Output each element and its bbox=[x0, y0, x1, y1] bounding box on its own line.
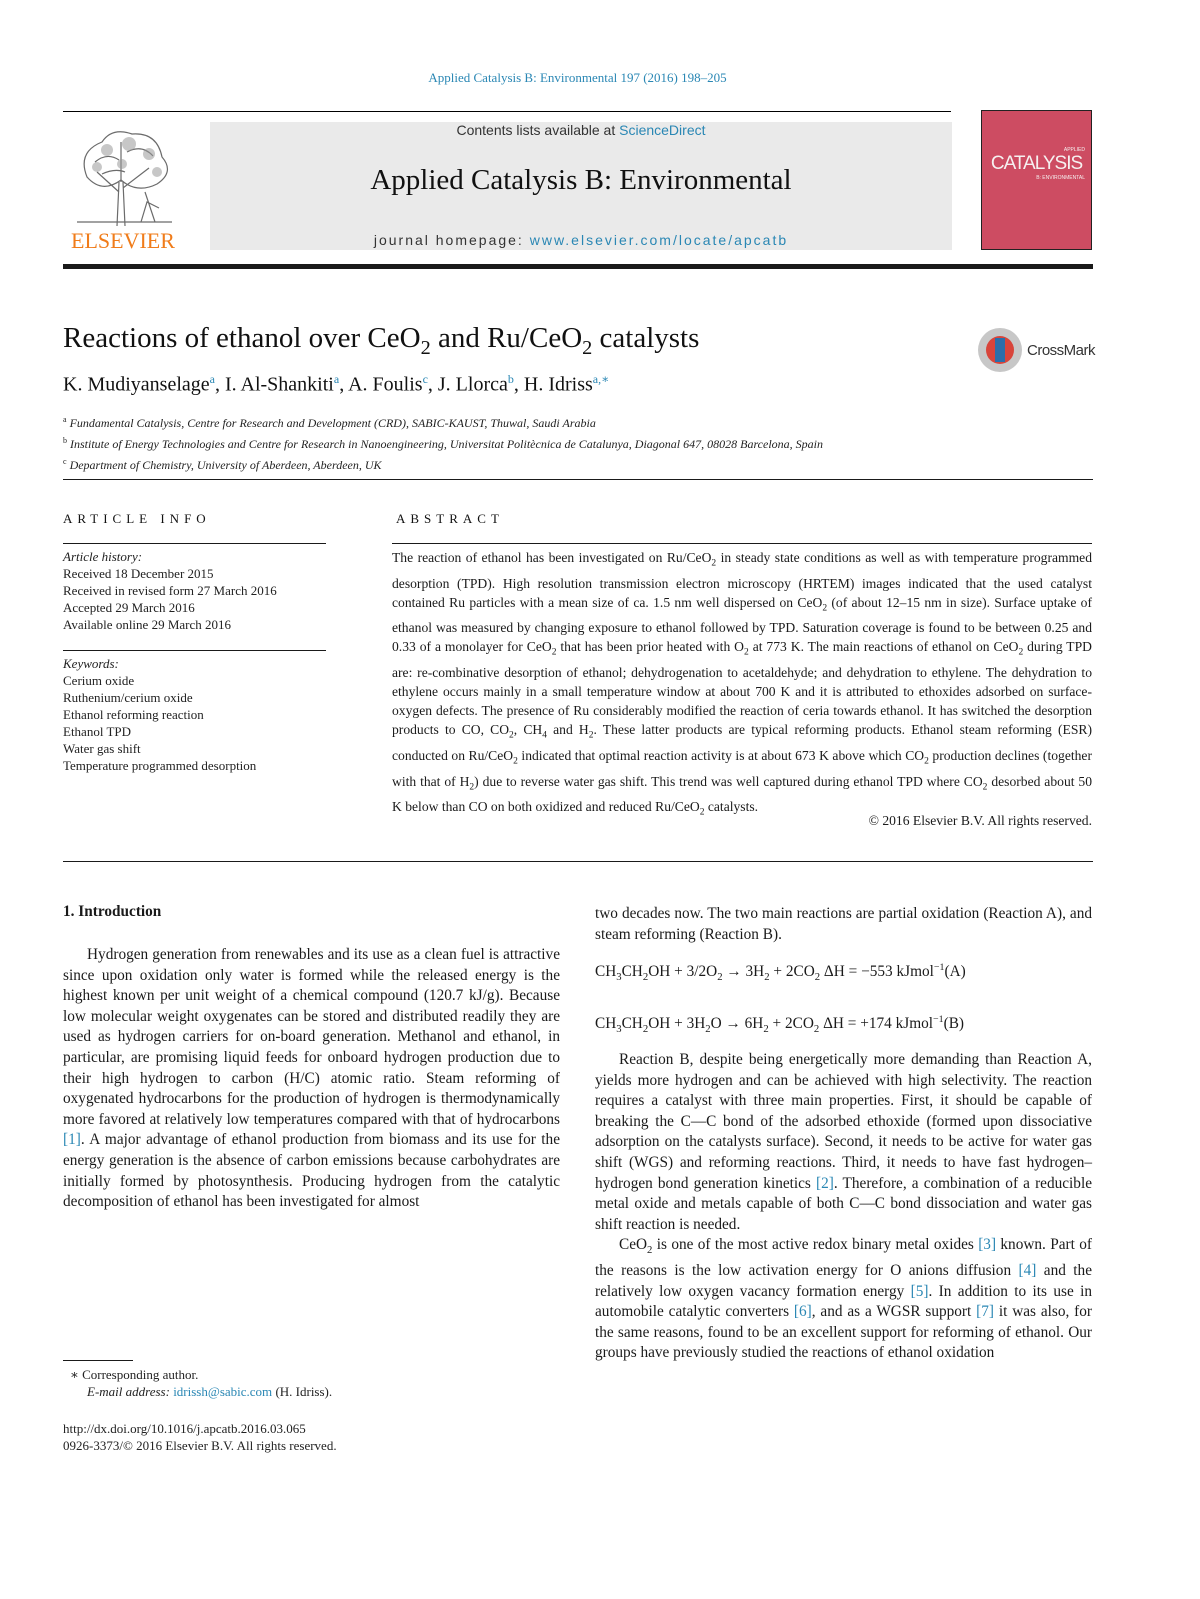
issn-line: 0926-3373/© 2016 Elsevier B.V. All rights reserved. bbox=[63, 1438, 337, 1453]
author-name: K. Mudiyanselage bbox=[63, 373, 210, 396]
author-affil-link[interactable]: c bbox=[422, 372, 428, 386]
crossmark-label: CrossMark bbox=[1027, 342, 1096, 359]
author-name: A. Foulis bbox=[348, 373, 423, 396]
author-affil-link[interactable]: a bbox=[209, 372, 215, 386]
abstract-copyright: © 2016 Elsevier B.V. All rights reserved. bbox=[868, 813, 1092, 828]
affiliation-a: $^a$ Fundamental Catalysis, Centre for Research and Development (CRD), SABIC-KAUST, Thuwal, Saudi Arabia bbox=[63, 415, 596, 430]
affiliations bbox=[63, 411, 823, 474]
affiliation-c: $^c$ Department of Chemistry, University of Aberdeen, Aberdeen, UK bbox=[63, 457, 382, 472]
keyword: Temperature programmed desorption bbox=[63, 758, 257, 773]
intro-paragraph-1-cont: two decades now. The two main reactions are partial oxidation (Reaction A), and steam reforming (Reaction B). bbox=[595, 905, 1092, 943]
header-thick-rule bbox=[63, 264, 1093, 269]
title-part: catalysts bbox=[592, 322, 700, 354]
history-item: Received 18 December 2015 bbox=[63, 566, 214, 581]
author-affil-link[interactable]: a bbox=[333, 372, 340, 386]
citation-link[interactable]: [1] bbox=[63, 1131, 81, 1149]
cover-title: CATALYSIS bbox=[990, 153, 1083, 174]
history-item: Accepted 29 March 2016 bbox=[63, 600, 195, 615]
header-rule bbox=[63, 111, 951, 112]
author-affil-link[interactable]: b bbox=[507, 372, 514, 386]
journal-reference[interactable]: Applied Catalysis B: Environmental 197 (2016) 198–205 bbox=[428, 70, 727, 85]
author-name: H. Idriss bbox=[523, 373, 593, 396]
footnote-rule bbox=[63, 1360, 133, 1361]
email-name: (H. Idriss). bbox=[272, 1384, 333, 1399]
history-item: Received in revised form 27 March 2016 bbox=[63, 583, 277, 598]
affiliation-b: $^b$ Institute of Energy Technologies and Centre for Research in Nanoengineering, Universitat Politècnica de Catalunya, Diagonal 647, 08028 Barcelona, Spain bbox=[63, 436, 824, 451]
cover-subtitle: B: ENVIRONMENTAL bbox=[1036, 175, 1085, 181]
email-line bbox=[87, 1383, 332, 1400]
abstract-text: The reaction of ethanol has been investigated on Ru/CeO$_2$ in steady state conditions as well as with temperature programmed desorption (TPD). High resolution transmission electron microscopy (HRTEM) images indicated that the used catalyst contained Ru particles with a mean size of ca. 1.5 nm well dispersed on CeO$_2$ (of about 12–15 nm in size). Surface uptake of ethanol was measured by changing exposure to ethanol followed by TPD. Saturation coverage is found to be between 0.25 and 0.33 of a monolayer for CeO$_2$ that has been prior heated with $O_2$ at 773 K. The main reactions of ethanol on CeO$_2$ during TPD are: re-combinative desorption of ethanol; dehydrogenation to acetaldehyde; and dehydration to ethylene. The dehydration to ethylene occurs mainly in a small temperature window at about 700 K and it is attributed to ethoxides adsorbed on surface-oxygen defects. The presence of Ru considerably modified the reaction of ceria towards ethanol. It has switched the desorption products to CO, $CO_2$, $CH_4$ and $H_2$. These latter products are typical reforming products. Ethanol steam reforming (ESR) conducted on Ru/CeO$_2$ indicated that optimal reaction activity is at about 673 K above which $CO_2$ production declines (together with that of $H_2$) due to reverse water gas shift. This trend was well captured during ethanol TPD where $CO_2$ desorbed about 50 K below than CO on both oxidized and reduced Ru/CeO$_2$ catalysts. bbox=[392, 550, 1093, 819]
elsevier-wordmark: ELSEVIER bbox=[71, 228, 175, 253]
journal-banner bbox=[210, 122, 952, 250]
equation-a: $CH_3CH_2OH + 3/2O_2 \to 3H_2 + 2CO_2$ ΔH = −553 kJmol$^{-1}$(A) bbox=[595, 962, 966, 984]
journal-cover[interactable] bbox=[981, 110, 1092, 250]
citation-link[interactable]: [5] bbox=[910, 1282, 929, 1300]
history-item: Available online 29 March 2016 bbox=[63, 617, 231, 632]
tree-logo-icon bbox=[67, 122, 179, 228]
keyword: Water gas shift bbox=[63, 741, 141, 756]
intro-paragraph-3: CeO$_2$ is one of the most active redox binary metal oxides [3] known. Part of the reasons is the low activation energy for O anions diffusion [4] and the relatively low oxygen vacancy formation energy [5]. In addition to its use in automobile catalytic converters [6], and as a WGSR support [7] it was also, for the same reasons, found to be an excellent support for reforming of ethanol. Our groups have previously studied the reactions of ethanol oxidation bbox=[595, 1236, 1092, 1362]
cover-applied: APPLIED bbox=[1063, 147, 1085, 153]
article-info-heading: ARTICLE INFO bbox=[63, 511, 211, 526]
intro-paragraphs-2-3 bbox=[595, 1050, 1092, 1364]
elsevier-logo[interactable] bbox=[63, 122, 183, 254]
corresponding-author: ∗ Corresponding author. bbox=[70, 1367, 199, 1382]
contents-prefix: Contents lists available at bbox=[456, 122, 620, 138]
title-part: and Ru/CeO bbox=[430, 322, 583, 354]
author-name: I. Al-Shankiti bbox=[224, 373, 334, 396]
abstract-bottom-rule bbox=[63, 861, 1093, 862]
abstract-heading: ABSTRACT bbox=[396, 511, 504, 526]
doi-link[interactable]: http://dx.doi.org/10.1016/j.apcatb.2016.03.065 bbox=[63, 1421, 306, 1436]
sciencedirect-link[interactable]: ScienceDirect bbox=[619, 122, 706, 138]
homepage-prefix: journal homepage: bbox=[373, 232, 530, 248]
crossmark-icon bbox=[978, 328, 1022, 372]
citation-link[interactable]: [2] bbox=[816, 1174, 834, 1192]
info-rule-mid bbox=[63, 650, 326, 651]
email-label: E-mail address: bbox=[87, 1384, 174, 1399]
contents-line bbox=[210, 122, 952, 138]
journal-title: Applied Catalysis B: Environmental bbox=[370, 164, 792, 196]
keywords-label: Keywords: bbox=[63, 656, 119, 671]
citation-link[interactable]: [3] bbox=[978, 1236, 997, 1254]
equation-b: $CH_3CH_2OH + 3H_2O \to 6H_2 + 2CO_2$ ΔH = +174 kJmol$^{-1}$(B) bbox=[595, 1014, 965, 1036]
crossmark-badge[interactable] bbox=[978, 328, 1096, 374]
keywords bbox=[63, 655, 326, 774]
abstract-rule bbox=[392, 543, 1092, 544]
title-sub: 2 bbox=[582, 336, 593, 359]
homepage-line bbox=[210, 232, 952, 248]
keyword: Ethanol TPD bbox=[63, 724, 132, 739]
intro-paragraph-1: Hydrogen generation from renewables and its use as a clean fuel is attractive since upon oxidation only water is formed while the released energy is the highest known per unit weight of a chemical compound (120.7 kJ/g). Because low molecular weight oxygenates can be stored and distributed readily they are used as hydrogen carriers for on-board generation. Methanol and ethanol, in particular, are promising liquid feeds for onboard hydrogen production due to their high hydrogen to carbon (H/C) atomic ratio. Steam reforming of oxygenated hydrocarbons for the production of hydrogen is thermodynamically more favored at relatively low temperatures compared with that of hydrocarbons [1]. A major advantage of ethanol production from biomass and its use for the energy generation is the absence of carbon emissions because carbohydrates are initially formed by photosynthesis. Producing hydrogen from the catalytic decomposition of ethanol has been investigated for almost bbox=[63, 946, 560, 1211]
history-label: Article history: bbox=[63, 549, 143, 564]
author-name: J. Llorca bbox=[437, 373, 508, 396]
homepage-link[interactable]: www.elsevier.com/locate/apcatb bbox=[529, 232, 789, 248]
keyword: Cerium oxide bbox=[63, 673, 135, 688]
section-heading-introduction: 1. Introduction bbox=[63, 903, 162, 920]
title-part: Reactions of ethanol over CeO bbox=[63, 322, 421, 354]
title-sub: 2 bbox=[420, 336, 431, 359]
email-link[interactable]: idrissh@sabic.com bbox=[173, 1384, 273, 1399]
author-affil-link[interactable]: a,∗ bbox=[592, 372, 610, 386]
article-history bbox=[63, 548, 326, 633]
citation-link[interactable]: [4] bbox=[1018, 1261, 1037, 1279]
article-title bbox=[63, 322, 699, 360]
intro-paragraph-2: Reaction B, despite being energetically more demanding than Reaction A, yields more hydrogen and can be achieved with high selectivity. The reaction requires a catalyst with three main properties. First, it should be capable of breaking the C—C bond of the adsorbed ethoxide (formed upon dissociative adsorption on the catalysts surface). Second, it needs to be active for water gas shift (WGS) and reforming reactions. Third, it needs to have fast hydrogen–hydrogen bond generation kinetics [2]. Therefore, a combination of a reducible metal oxide and metals capable of both C—C bond dissociation and water gas shift reaction is needed. bbox=[595, 1051, 1092, 1233]
info-rule-top bbox=[63, 543, 326, 544]
citation-link[interactable]: [6] bbox=[793, 1303, 812, 1321]
keyword: Ethanol reforming reaction bbox=[63, 707, 204, 722]
author-list: K. Mudiyanselage$^a$, I. Al-Shankiti$^a$, A. Foulis$^c$, J. Llorca$^b$, H. Idriss$^{a,∗}$ bbox=[63, 372, 610, 396]
affil-rule bbox=[63, 479, 1093, 480]
keyword: Ruthenium/cerium oxide bbox=[63, 690, 193, 705]
citation-link[interactable]: [7] bbox=[976, 1303, 994, 1321]
